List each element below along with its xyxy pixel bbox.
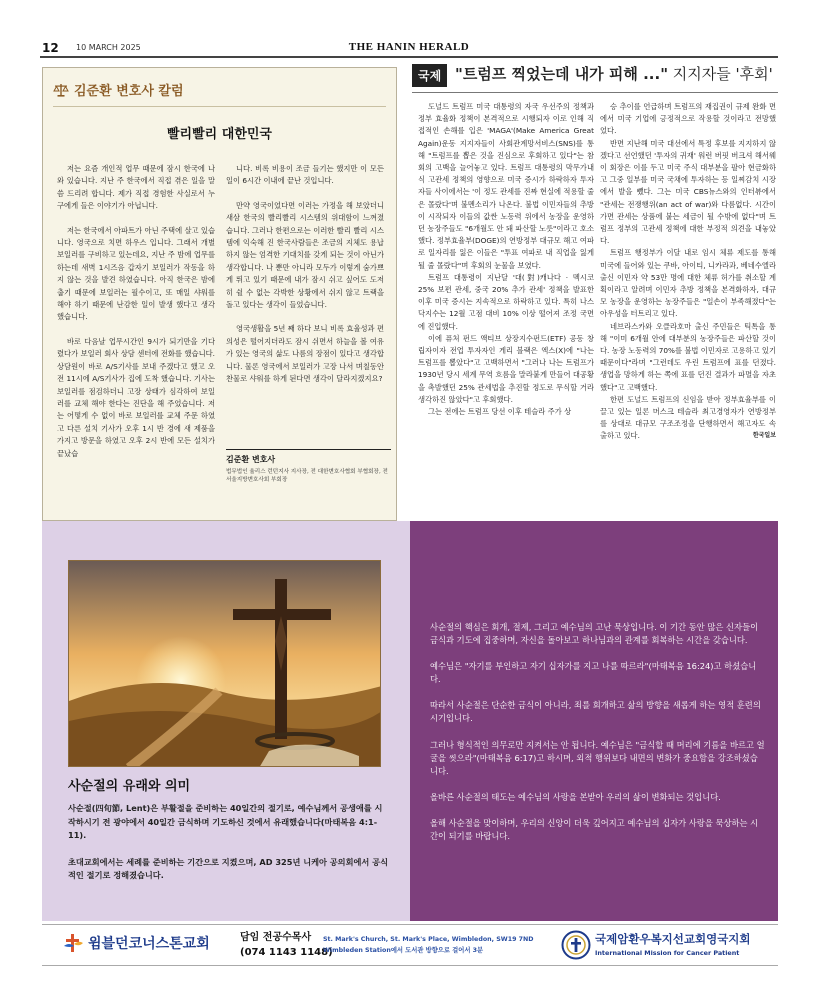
- headline-rest: 지지자들 '후회': [668, 65, 773, 83]
- page-number: 12: [42, 41, 59, 55]
- address-line: St. Mark's Church, St. Mark's Place, Wimbledon, SW19 7ND: [323, 936, 534, 943]
- article-paragraph: 이에 퓨처 펀드 액티브 상장지수펀드(ETF) 공동 창립자이자 전업 투자자인 게리 블랙은 엑스(X)에 "나는 트럼프를 뽑았다"고 고백하면서 "그러나 나는 트럼프가 1930년 당시 세계 무역 흐름을 말라붙게 만들어 대공황을 촉발했던 25% 관세법을 추진할 정도로 무식할 거라 생각하진 않았다"고 후회했다.: [418, 333, 594, 404]
- lent-message-paragraph: 올바른 사순절의 태도는 예수님의 사랑을 본받아 우리의 삶이 변화되는 것입니다.: [430, 791, 721, 802]
- column-section-label: [53, 80, 184, 100]
- cross-dove-logo-icon: [62, 932, 84, 954]
- article-source: 한국일보: [752, 432, 776, 440]
- article-column-2: [600, 101, 776, 443]
- article-divider: [412, 92, 778, 93]
- mission-name-korean: 국제암환우복지선교회영국지회: [595, 932, 751, 946]
- column-section-text: 김준환 변호사 칼럼: [74, 84, 184, 99]
- lent-panel-left: [42, 521, 410, 921]
- church-name: 윔블던코너스톤교회: [88, 936, 210, 952]
- article-paragraph-text: 한편 도널드 트럼프의 신임을 받아 정부효율부를 이끌고 있는 일론 머스크 테슬라 최고경영자가 연방정부를 상대로 대규모 구조조정을 단행하면서 해고자도 속출하고 있다.: [600, 394, 776, 441]
- column-paragraph: 저는 요즘 개인적 업무 때문에 잠시 한국에 나와 있습니다. 지난 주 한국에서 직접 겪은 일을 말씀 드리려 합니다. 제가 직접 경험한 사실로서 누구에게 들은 이야기가 아닙니다.: [57, 164, 215, 211]
- lent-ad-panel: [42, 521, 778, 921]
- column-paragraph: 바로 다음날 업무시간인 9시가 되기만을 기다렸다가 보일러 회사 상담 센터에 전화를 했습니다. 상담원이 바로 A/S기사를 보내 주겠다고 했고 오전 11시에 A/S기사가 집에 도착 했습니다. 기사는 보일러를 점검하더니 고장 상태가 심각하여 보일러를 교체 해야 한다는 진단을 해 주었습니다. 저는 어떻게 수 없이 바로 보일러를 교체 주문 하였고 다른 설치 기사가 오후 1시 반 경에 새 제품을 가지고 방문을 하였고 오후 2시 반에 모든 설치가 끝났습: [57, 336, 215, 458]
- article-paragraph: 트럼프 대통령이 지난달 '대(對)캐나다 · 멕시코 25% 보편 관세, 중국 20% 추가 관세' 정책을 발표한 이후 미국 증시는 지속적으로 하락하고 있다. 특히 나스닥지수는 12월 고점 대비 10% 이상 떨어져 조정 국면에 진입했다.: [418, 272, 594, 331]
- church-address: [323, 934, 534, 956]
- column-paragraph: 저는 한국에서 아파트가 아닌 주택에 살고 있습니다. 영국으로 치면 하우스 입니다. 그래서 개별 보일러를 구비하고 있는데요, 지난 주 밤에 업무를 하는데 새벽 1시즈음 갑자기 보일러가 작동을 하지 않는 것을 발견 하였습니다. 아직 한국은 밤에 춥기 때문에 보일러는 필수이고, 또 매일 샤워를 해야 하기 때문에 난감한 일이 발생 했다고 생각 했습니다.: [57, 225, 215, 322]
- column-divider: [53, 106, 386, 107]
- lent-message-paragraph: 따라서 사순절은 단순한 금식이 아니라, 죄를 회개하고 삶의 방향을 새롭게 하는 영적 훈련의 시기입니다.: [430, 700, 761, 724]
- article-paragraph: [600, 394, 776, 443]
- directions-line: Wimbleden Station에서 도서관 방향으로 걸어서 3분: [323, 947, 484, 954]
- pastor-info: [240, 930, 333, 960]
- paper-name: THE HANIN HERALD: [348, 41, 470, 53]
- article-headline: [455, 63, 773, 84]
- article-paragraph: 도널드 트럼프 미국 대통령의 자국 우선주의 정책과 정부 효율화 정책이 본격적으로 시행되자 이로 인해 직접적인 손해를 입은 'MAGA'(Make America Great Again)운동 지지자들이 사회관계망서비스(SNS)를 통해 "트럼프를 뽑은 것을 진심으로 후회하고 있다"는 참회의 고백을 늘어놓고 있다. 트럼프 대통령의 막무가내식 고관세 정책의 영향으로 미국 증시가 하락하자 투자자들 사이에서는 '이 정도 관세를 진짜 현실에 적용할 줄은 몰랐다'며 불멘소리가 나온다. 불법 이민자들의 추방이 시작되자 이들의 값싼 노동력 위에서 농장을 운영하던 농장주들도 "6개월도 안 돼 파산할 노릇"이라고 호소했다. 정부효율부(DOGE)의 연방정부 대규모 해고 여파로 일자리를 잃은 이들은 "투표 여파로 내 직업을 잃게 될 줄 몰랐다"며 후회의 눈물을 보였다.: [418, 102, 594, 270]
- church-brand: [62, 932, 210, 954]
- scales-of-justice-icon: [53, 82, 69, 98]
- author-bio: 법무법인 율리스 런던지사 지사장, 전 대한변호사협회 부협회장, 전 서울지방변호사회 부회장: [226, 469, 388, 484]
- column-author: [226, 449, 391, 484]
- article-paragraph: 네브라스카와 오클라호마 출신 주민들은 틱톡을 통해 "이미 6개월 안에 대부분의 농장주들은 파산할 것이다. 농장 노동력의 70%를 불법 이민자로 고용하고 있기 때문이다"라며 "그런데도 우린 트럼프에 표를 던졌다. 생업을 망하게 하는 쪽에 표를 던진 결과가 파멸을 자초했다"고 고백했다.: [600, 321, 776, 392]
- cross-photo: [68, 560, 381, 767]
- lent-paragraph: 사순절(四旬節, Lent)은 부활절을 준비하는 40일간의 절기로, 예수님께서 공생애를 시작하시기 전 광야에서 40일간 금식하며 기도하신 것에서 유래했습니다(마태복음 4:1-11).: [68, 803, 383, 840]
- pastor-name: 담임 전공수목사: [240, 932, 312, 943]
- page-header: [40, 40, 778, 58]
- author-name: 김준환 변호사: [226, 455, 276, 464]
- column-text-left: [57, 163, 215, 472]
- lent-message-paragraph: 예수님은 "자기를 부인하고 자기 십자가를 지고 나를 따르라"(마태복음 16:24)고 하셨습니다.: [430, 661, 757, 685]
- lent-message-paragraph: 사순절의 핵심은 회개, 절제, 그리고 예수님의 고난 묵상입니다. 이 기간 동안 많은 신자들이 금식과 기도에 집중하며, 자신을 돌아보고 하나님과의 관계를 회복하는 시간을 갖습니다.: [430, 622, 759, 646]
- cross-sunset-image: [69, 561, 381, 767]
- lent-panel-right: [410, 521, 778, 921]
- headline-quote: "트럼프 찍었는데 내가 피해 ...": [455, 65, 669, 83]
- lent-intro: [68, 802, 388, 896]
- lent-title: 사순절의 유래와 의미: [68, 779, 191, 794]
- lent-paragraph: 초대교회에서는 세례를 준비하는 기간으로 지켰으며, AD 325년 니케아 공의회에서 공식적인 절기로 정해졌습니다.: [68, 856, 388, 880]
- article-column-1: [418, 101, 594, 418]
- lent-message-paragraph: 올해 사순절을 맞이하며, 우리의 신앙이 더욱 깊어지고 예수님의 십자가 사랑을 묵상하는 시간이 되기를 바랍니다.: [430, 817, 759, 842]
- article-paragraph: 트럼프 행정부가 이달 내로 임시 체류 제도를 통해 미국에 들어와 있는 쿠바, 아이티, 니카라과, 베네수엘라 출신 이민자 약 53만 명에 대한 체류 허가를 취소할 계획이라고 알려며 이민자 추방 정책을 본격화하자, 대규모 농장을 운영하는 농장주들은 "일손이 부족해졌다"는 아우성을 터트리고 있다.: [600, 248, 776, 319]
- lent-message: [430, 621, 765, 856]
- pastor-phone: (074 1143 1148): [240, 947, 333, 958]
- lawyer-column: [42, 67, 397, 521]
- article-paragraph: 반면 지난해 미국 대선에서 특정 후보를 지지하지 않겠다고 선언했던 '투자의 귀재' 워런 버핏 버크셔 해서웨이 회장은 이를 두고 미국 주식 대부분을 팔아 현금화하고 그중 일부를 미국 국채에 투자하는 등 일찌감치 시장에서 발을 뺐다. 그는 미국 CBS뉴스와의 인터뷰에서 "관세는 전쟁행위(an act of war)와 다름없다. 시간이 가면 관세는 상품에 붙는 세금이 될 수밖에 없다"며 트럼프 정부의 고관세 정책에 대한 부정적 의견을 내놓았다.: [600, 138, 776, 246]
- issue-date: 10 MARCH 2025: [76, 43, 141, 52]
- column-paragraph: 영국생활을 5년 째 하다 보니 비록 효율성과 편의성은 떨어지더라도 잠시 쉬면서 하늘을 볼 여유가 있는 영국의 삶도 나름의 장점이 있다고 생각합니다. 물론 영국에서 보일러가 고장 나서 며칠동안 찬물로 샤워를 하게 된다면 생각이 달라지겠지요?: [226, 324, 384, 384]
- footer-banner: [42, 924, 778, 966]
- column-paragraph: 만약 영국이었다면 이러는 가정을 해 보았더니 새삼 한국의 빨리빨리 시스템의 위대함이 느껴졌습니다. 그러나 한편으로는 이러한 빨리 빨리 시스템에 익숙해 진 한국사람들은 조금의 지체도 용납하지 않는 엄격한 기대치를 갖게 되는 것이 아닌가 생각합니다. 나 뿐만 아니라 모두가 이렇게 숨가쁘게 뛰고 있기 때문에 내가 잠시 쉬고 싶어도 도저히 쉴 수 없는 각박한 상황에서 쉬지 않고 트랙을 돌고 있다는 생각이 들었습니다.: [226, 200, 384, 310]
- section-tag: 국제: [412, 64, 447, 87]
- article-paragraph: 그는 전에는 트럼프 당선 이후 테슬라 주가 상: [428, 407, 572, 417]
- column-paragraph: 니다. 비록 비용이 조금 들기는 했지만 이 모든 일이 6시간 이내에 끝난 것입니다.: [226, 164, 384, 186]
- mission-seal-icon: [561, 930, 591, 960]
- article-paragraph: 승 추이를 언급하며 트럼프의 재집권이 규제 완화 면에서 미국 기업에 긍정적으로 작용할 것이라고 전망했었다.: [600, 102, 776, 136]
- mission-name-english: International Mission for Cancer Patient: [595, 949, 740, 957]
- column-text-right: [226, 163, 384, 398]
- lent-message-paragraph: 그러나 형식적인 의무로만 지켜서는 안 됩니다. 예수님은 "금식할 때 머리에 기름을 바르고 얼굴을 씻으라"(마태복음 6:17)고 하시며, 외적 행위보다 내면의 변화가 중요함을 강조하셨습니다.: [430, 739, 765, 776]
- column-title: 빨리빨리 대한민국: [167, 127, 272, 142]
